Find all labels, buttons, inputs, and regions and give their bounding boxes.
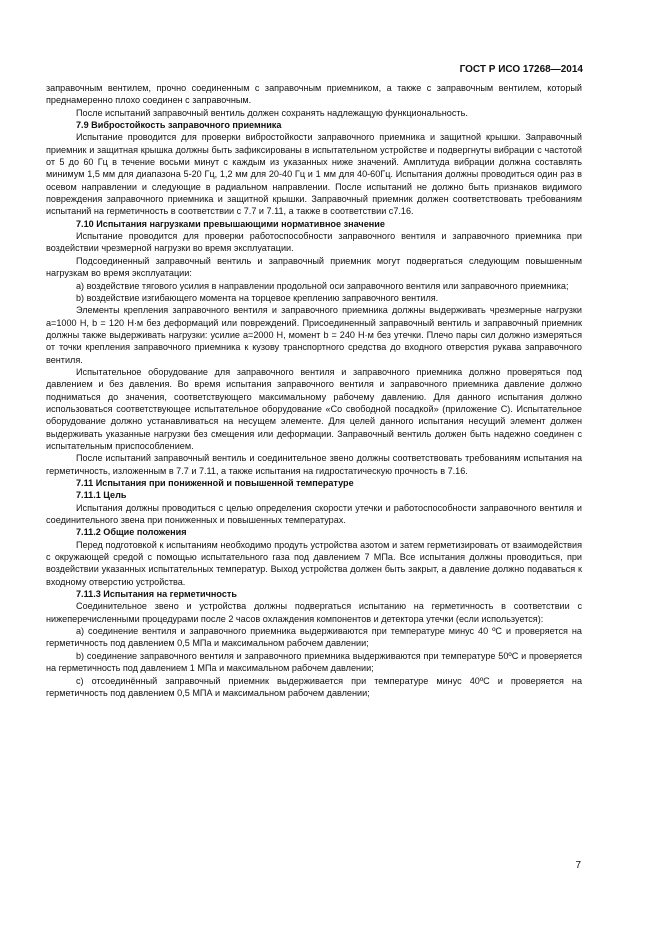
document-body — [46, 82, 582, 699]
paragraph: Соединительное звено и устройства должны подвергаться испытанию на герметичность в соответствии с нижеперечисленными процедурами после 2 часов охлаждения компонентов и детектора утечки (если используется): — [46, 601, 582, 624]
paragraph: заправочным вентилем, прочно соединенным с заправочным приемником, а также с заправочным вентилем, который преднамеренно плохо соединен с заправочным. — [46, 83, 582, 106]
paragraph: После испытаний заправочный вентиль и соединительное звено должны соответствовать требованиям испытания на герметичность, изложенным в 7.7 и 7.11, а также испытания на гидростатическую прочность в 7.16. — [46, 453, 582, 476]
paragraph: Перед подготовкой к испытаниям необходимо продуть устройства азотом и затем герметизировать от взаимодействия с окружающей средой с помощью испытательного газа под давлением 7 МПа. Все испытания должны проводиться, при воздействии указанных испытательных температур. Выход устройства должен быть закрыт, а давление должно подаваться к входному отверстию устройства. — [46, 539, 582, 587]
paragraph: Испытание проводится для проверки работоспособности заправочного вентиля и заправочного приемника при воздействии чрезмерной нагрузки во время эксплуатации. — [46, 231, 582, 254]
page-number: 7 — [575, 860, 581, 871]
paragraph: После испытаний заправочный вентиль должен сохранять надлежащую функциональность. — [76, 107, 468, 118]
subsection-heading: 7.11.3 Испытания на герметичность — [76, 589, 237, 600]
paragraph: Испытание проводится для проверки вибростойкости заправочного приемника и защитной крышки. Заправочный приемник и защитная крышка должны быть зафиксированы в испытательном устройстве и подвергнуты вибрации с частотой от 5 до 60 Гц в течение восьми минут с каждым из указанных ниже значений. Амплитуда вибрации должна составлять минимум 1,5 мм для диапазона 5-20 Гц, 1,2 мм для 20-40 Гц и 1 мм для 40-60Гц. Испытания должны проводиться один раз в осевом направлении и следующие в радиальном направлении. После испытаний не должно быть признаков видимого повреждения заправочного приемника и защитной крышки. Заправочный приемник должен соответствовать требованиям испытаний на герметичность в соответствии с 7.7 и 7.11, а также в соответствии с7.16. — [46, 132, 582, 217]
subsection-heading: 7.11.1 Цель — [76, 490, 127, 501]
section-heading: 7.10 Испытания нагрузками превышающими нормативное значение — [76, 218, 385, 229]
standard-header: ГОСТ Р ИСО 17268—2014 — [459, 64, 583, 75]
paragraph: Испытательное оборудование для заправочного вентиля и заправочного приемника должно проверяться под давлением и без давления. Во время испытания заправочного вентиля и заправочного приемника давление должно подниматься до значения, соответствующего максимальному рабочему давлению. Для данного испытания должно использоваться соответствующее испытательное оборудование «Со свободной посадкой» (приложение С). Испытательное оборудование должно устанавливаться на несущем элементе. Для целей данного испытания несущий элемент должен выдерживать указанные нагрузки без смещения или деформации. Заправочный вентиль должен быть надежно соединен с испытательным приспособлением. — [46, 366, 582, 451]
paragraph: Испытания должны проводиться с целью определения скорости утечки и работоспособности заправочного вентиля и соединительного звена при пониженных и повышенных температурах. — [46, 502, 582, 526]
subsection-heading: 7.11.2 Общие положения — [76, 527, 187, 538]
list-item: а) соединение вентиля и заправочного приемника выдерживаются при температуре минус 40 ºС и проверяется на герметичность под давлением 0,5 МПа и максимальном рабочем давлении; — [46, 626, 582, 649]
paragraph: Подсоединенный заправочный вентиль и заправочный приемник могут подвергаться следующим повышенным нагрузкам во время эксплуатации: — [46, 255, 582, 279]
section-heading: 7.9 Вибростойкость заправочного приемника — [76, 120, 282, 131]
list-item: а) воздействие тягового усилия в направлении продольной оси заправочного вентиля или заправочного приемника; — [76, 280, 569, 291]
list-item: b) воздействие изгибающего момента на торцевое креплению заправочного вентиля. — [76, 292, 439, 303]
list-item: с) отсоединённый заправочный приемник выдерживается при температуре минус 40ºС и проверяется на герметичность под давлением 0,5 МПА и максимальном рабочем давлении; — [46, 675, 582, 698]
section-heading: 7.11 Испытания при пониженной и повышенной температуре — [76, 478, 354, 488]
list-item: b) соединение заправочного вентиля и заправочного приемника выдерживаются при температуре 50ºС и проверяется на герметичность под давлением 1 МПа и максимальном рабочем давлении; — [46, 650, 582, 674]
paragraph: Элементы крепления заправочного вентиля и заправочного приемника должны выдерживать чрезмерные нагрузки a=1000 Н, b = 120 Н·м без деформаций или повреждений. Присоединенный заправочный вентиль и заправочный приемник должны также выдерживать нагрузки: усилие a=2000 Н, момент b = 240 Н·м без утечки. Плечо пары сил должно измеряться от точки крепления заправочного приемника к кузову транспортного средства до входного отверстия рукава заправочного вентиля. — [46, 305, 582, 365]
